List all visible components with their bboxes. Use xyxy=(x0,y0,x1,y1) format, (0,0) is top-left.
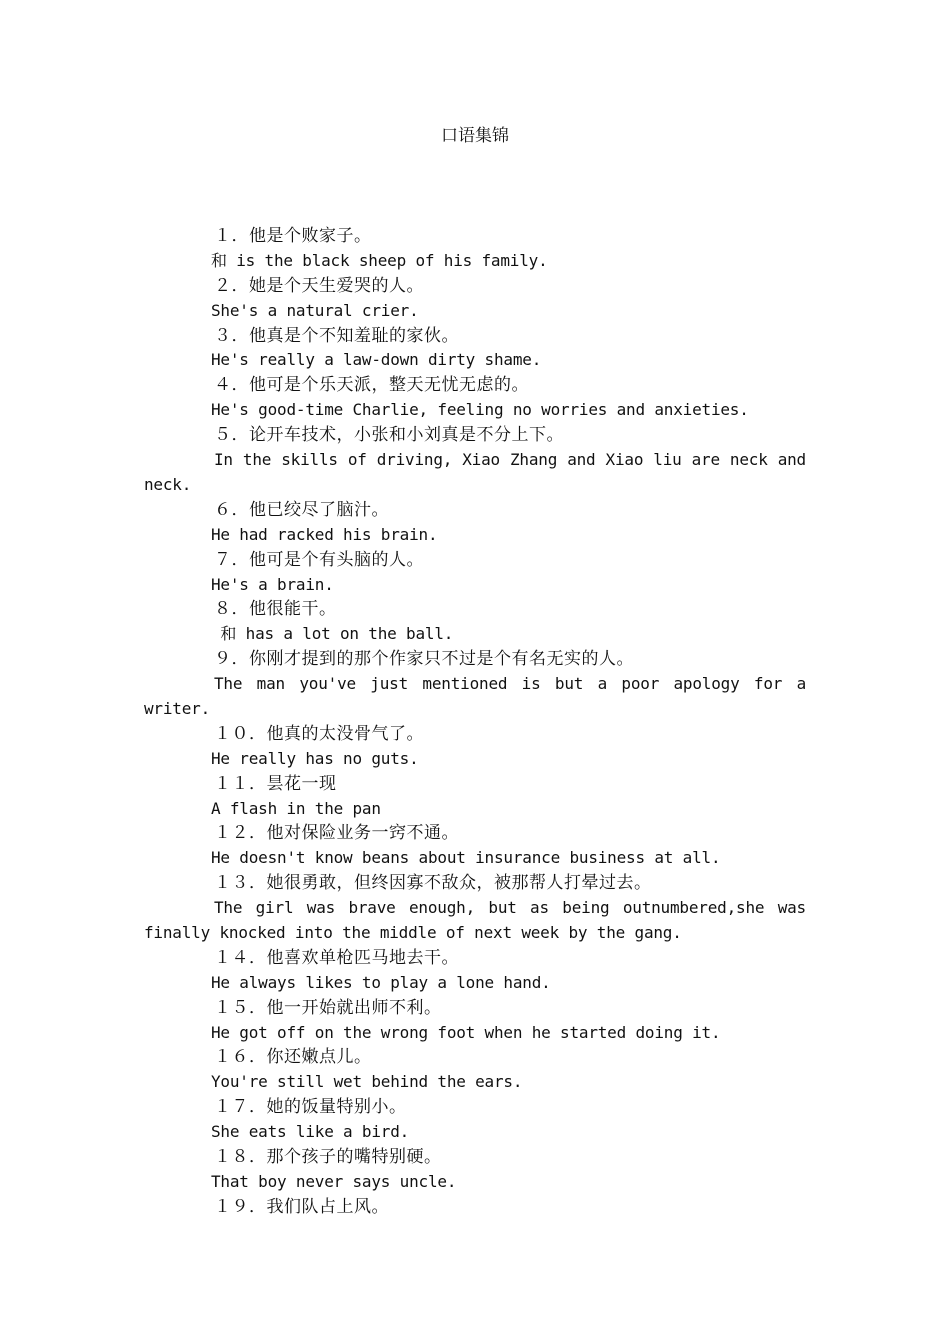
phrase-chinese: １５．他一开始就出师不利。 xyxy=(214,997,442,1018)
phrase-english: 和 is the black sheep of his family. xyxy=(211,250,548,270)
phrase-chinese: ６．他已绞尽了脑汁。 xyxy=(214,499,389,520)
phrase-english: He's a brain. xyxy=(211,574,334,594)
phrase-chinese: １７．她的饭量特别小。 xyxy=(214,1097,407,1118)
phrase-english: A flash in the pan xyxy=(211,798,381,818)
phrase-english: He doesn't know beans about insurance business at all. xyxy=(211,848,721,868)
phrase-english: He had racked his brain. xyxy=(211,524,438,544)
phrase-english: He got off on the wrong foot when he started doing it. xyxy=(211,1022,721,1042)
phrase-chinese: ４．他可是个乐天派，整天无忧无虑的。 xyxy=(214,375,529,396)
phrase-english: She's a natural crier. xyxy=(211,300,419,320)
phrase-english: In the skills of driving, Xiao Zhang and Xiao liu are neck and neck. xyxy=(144,450,806,494)
phrase-chinese: １３．她很勇敢，但终因寡不敌众，被那帮人打晕过去。 xyxy=(214,873,652,894)
phrase-chinese: ３．他真是个不知羞耻的家伙。 xyxy=(214,325,459,346)
phrase-chinese: ７．他可是个有头脑的人。 xyxy=(214,549,424,570)
phrase-english: The man you've just mentioned is but a poor apology for a writer. xyxy=(144,674,806,718)
phrase-chinese: １．他是个败家子。 xyxy=(214,226,372,246)
phrase-english: You're still wet behind the ears. xyxy=(211,1072,523,1092)
phrase-list xyxy=(144,224,806,1220)
phrase-english: 和 has a lot on the ball. xyxy=(211,624,454,644)
document-title: 口语集锦 xyxy=(441,126,509,146)
phrase-english: He's really a law-down dirty shame. xyxy=(211,350,542,370)
phrase-chinese: １０．他真的太没骨气了。 xyxy=(214,723,424,744)
phrase-english: That boy never says uncle. xyxy=(211,1171,457,1191)
phrase-english: He really has no guts. xyxy=(211,748,419,768)
phrase-chinese: ９．你刚才提到的那个作家只不过是个有名无实的人。 xyxy=(214,649,634,670)
phrase-chinese: １６．你还嫩点儿。 xyxy=(214,1047,372,1068)
phrase-chinese: ８．他很能干。 xyxy=(214,599,337,620)
phrase-english: The girl was brave enough, but as being outnumbered,she was finally knocked into the middle of next week by the gang. xyxy=(144,898,806,943)
phrase-chinese: １４．他喜欢单枪匹马地去干。 xyxy=(214,947,459,968)
phrase-chinese: １１．昙花一现 xyxy=(214,773,337,794)
phrase-english: He's good-time Charlie, feeling no worries and anxieties. xyxy=(211,400,749,420)
phrase-english: She eats like a bird. xyxy=(211,1122,410,1142)
phrase-chinese: １８．那个孩子的嘴特别硬。 xyxy=(214,1147,442,1168)
phrase-english: He always likes to play a lone hand. xyxy=(211,972,551,992)
phrase-chinese: ２．她是个天生爱哭的人。 xyxy=(214,275,424,296)
phrase-chinese: ５．论开车技术，小张和小刘真是不分上下。 xyxy=(214,425,564,446)
phrase-chinese: １９．我们队占上风。 xyxy=(214,1196,389,1217)
phrase-chinese: １２．他对保险业务一窍不通。 xyxy=(214,823,459,844)
